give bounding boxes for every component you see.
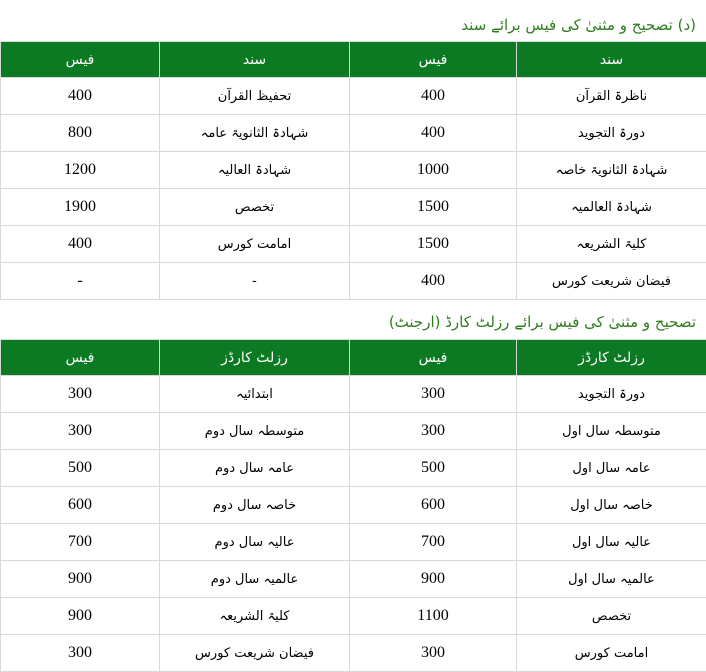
- table-row: [1, 524, 706, 561]
- item-name-cell: ناظرۃ القرآن: [517, 78, 706, 115]
- fee-cell: 900: [1, 598, 160, 635]
- fee-cell: -: [1, 263, 160, 300]
- table-row: [1, 487, 706, 524]
- result-card-fee-table: [0, 339, 706, 672]
- section-title-certificate-fees: (د) تصحیح و مثنیٰ کی فیس برائے سند: [461, 16, 696, 34]
- fee-cell: 1100: [350, 598, 517, 635]
- column-header-fee: فیس: [1, 42, 160, 78]
- fee-cell: 400: [350, 263, 517, 300]
- column-header-fee: فیس: [350, 340, 517, 376]
- fee-cell: 400: [1, 78, 160, 115]
- column-header-certificate: سند: [517, 42, 706, 78]
- item-name-cell: شہادۃ الثانویۃ عامہ: [160, 115, 350, 152]
- fee-cell: 400: [1, 226, 160, 263]
- item-name-cell: متوسطہ سال دوم: [160, 413, 350, 450]
- fee-cell: 1000: [350, 152, 517, 189]
- item-name-cell: عالیہ سال دوم: [160, 524, 350, 561]
- column-header-fee: فیس: [350, 42, 517, 78]
- fee-cell: 300: [1, 376, 160, 413]
- fee-cell: 1200: [1, 152, 160, 189]
- fee-cell: 900: [350, 561, 517, 598]
- item-name-cell: امامت کورس: [160, 226, 350, 263]
- fee-cell: 300: [1, 635, 160, 672]
- item-name-cell: عالمیہ سال اول: [517, 561, 706, 598]
- fee-cell: 500: [350, 450, 517, 487]
- item-name-cell: شہادۃ العالمیہ: [517, 189, 706, 226]
- table-row: [1, 78, 706, 115]
- fee-cell: 600: [350, 487, 517, 524]
- table-row: [1, 635, 706, 672]
- item-name-cell: خاصہ سال دوم: [160, 487, 350, 524]
- item-name-cell: کلیۃ الشریعہ: [517, 226, 706, 263]
- table-row: [1, 598, 706, 635]
- table-row: [1, 413, 706, 450]
- fee-cell: 300: [350, 635, 517, 672]
- fee-cell: 400: [350, 78, 517, 115]
- item-name-cell: عالمیہ سال دوم: [160, 561, 350, 598]
- item-name-cell: تخصص: [160, 189, 350, 226]
- column-header-certificate: سند: [160, 42, 350, 78]
- table-row: [1, 376, 706, 413]
- fee-cell: 1900: [1, 189, 160, 226]
- fee-cell: 400: [350, 115, 517, 152]
- item-name-cell: عالیہ سال اول: [517, 524, 706, 561]
- fee-cell: 1500: [350, 189, 517, 226]
- item-name-cell: فیضان شریعت کورس: [517, 263, 706, 300]
- table-row: [1, 226, 706, 263]
- certificate-fee-table: [0, 41, 706, 300]
- fee-cell: 1500: [350, 226, 517, 263]
- table-row: [1, 189, 706, 226]
- fee-cell: 700: [350, 524, 517, 561]
- fee-cell: 500: [1, 450, 160, 487]
- item-name-cell: دورۃ التجوید: [517, 115, 706, 152]
- column-header-fee: فیس: [1, 340, 160, 376]
- item-name-cell: شہادۃ العالیہ: [160, 152, 350, 189]
- item-name-cell: خاصہ سال اول: [517, 487, 706, 524]
- item-name-cell: تحفیظ القرآن: [160, 78, 350, 115]
- item-name-cell: -: [160, 263, 350, 300]
- item-name-cell: عامہ سال دوم: [160, 450, 350, 487]
- table-header-row: [1, 340, 706, 376]
- table-row: [1, 561, 706, 598]
- fee-cell: 300: [350, 413, 517, 450]
- item-name-cell: عامہ سال اول: [517, 450, 706, 487]
- table-row: [1, 450, 706, 487]
- item-name-cell: متوسطہ سال اول: [517, 413, 706, 450]
- item-name-cell: ابتدائیہ: [160, 376, 350, 413]
- table-header-row: [1, 42, 706, 78]
- table-row: [1, 152, 706, 189]
- item-name-cell: دورۃ التجوید: [517, 376, 706, 413]
- item-name-cell: شہادۃ الثانویۃ خاصہ: [517, 152, 706, 189]
- fee-cell: 300: [350, 376, 517, 413]
- item-name-cell: کلیۃ الشریعہ: [160, 598, 350, 635]
- section-title-result-card-fees: تصحیح و مثنیٰ کی فیس برائے رزلٹ کارڈ (ارجنٹ): [388, 313, 696, 331]
- table-row: [1, 115, 706, 152]
- fee-cell: 900: [1, 561, 160, 598]
- fee-cell: 600: [1, 487, 160, 524]
- fee-cell: 800: [1, 115, 160, 152]
- fee-cell: 300: [1, 413, 160, 450]
- fee-cell: 700: [1, 524, 160, 561]
- item-name-cell: امامت کورس: [517, 635, 706, 672]
- table-row: [1, 263, 706, 300]
- item-name-cell: فیضان شریعت کورس: [160, 635, 350, 672]
- column-header-result-card: رزلٹ کارڈز: [517, 340, 706, 376]
- item-name-cell: تخصص: [517, 598, 706, 635]
- column-header-result-card: رزلٹ کارڈز: [160, 340, 350, 376]
